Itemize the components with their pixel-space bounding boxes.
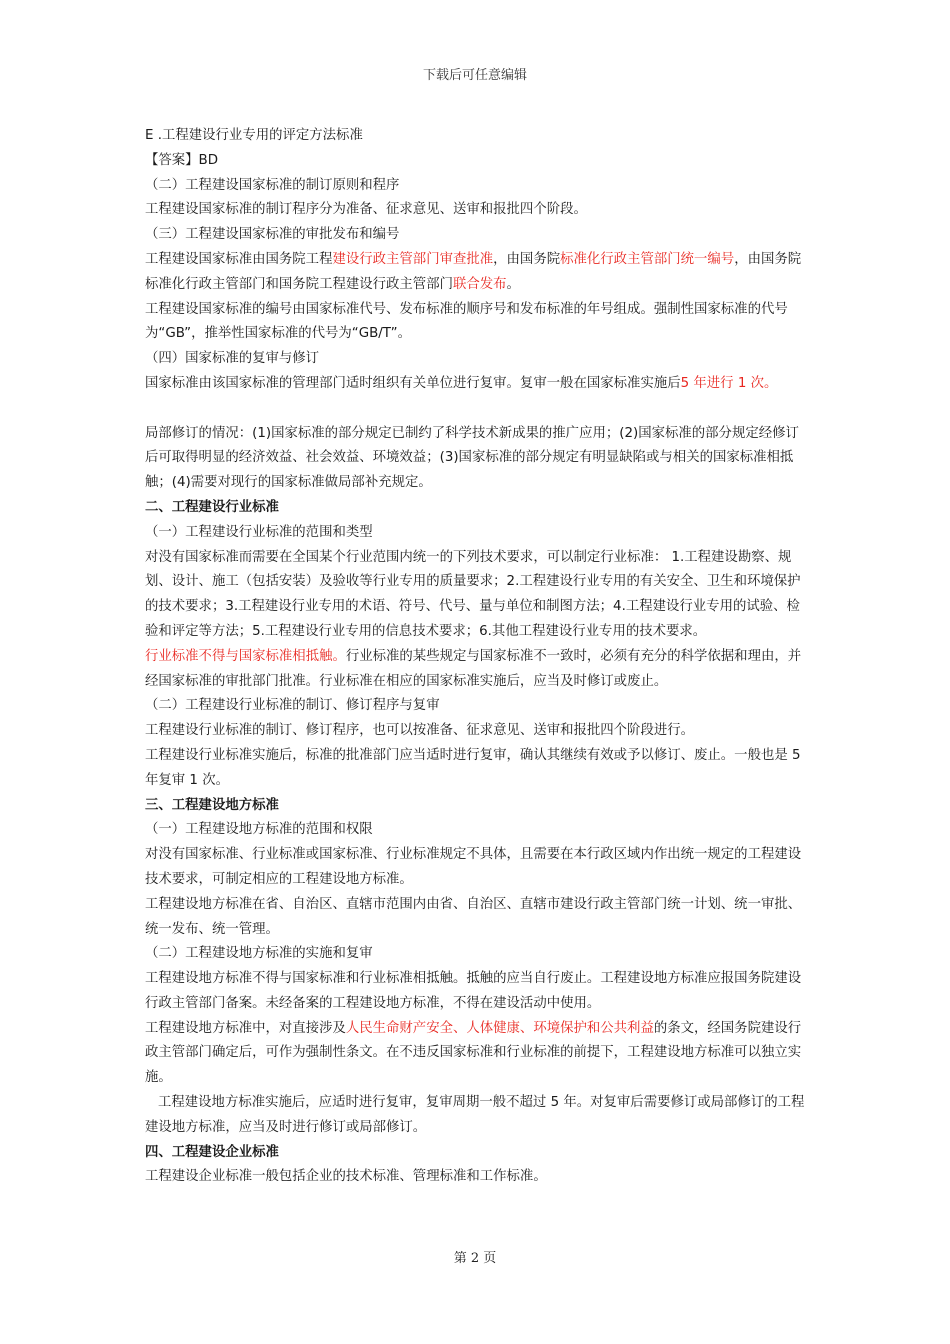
page-number: 第 2 页 (453, 1251, 497, 1266)
paragraph: 对没有国家标准、行业标准或国家标准、行业标准规定不具体，且需要在本行政区域内作出统一规定的工程建设技术要求，可制定相应的工程建设地方标准。 (145, 847, 802, 887)
page-header: 下载后可任意编辑 (422, 68, 527, 83)
paragraph-local-mandatory: 工程建设地方标准中，对直接涉及人民生命财产安全、人体健康、环境保护和公共利益的条文，经国务院建设行政主管部门确定后，可作为强制性条文。在不违反国家标准和行业标准的前提下，工程建设地方标准可以独立实施。 (145, 1020, 802, 1086)
paragraph: 工程建设地方标准实施后，应适时进行复审，复审周期一般不超过 5 年。对复审后需要修订或局部修订的工程建设地方标准，应当及时进行修订或局部修订。 (145, 1095, 805, 1135)
subheading-industry-scope: （一）工程建设行业标准的范围和类型 (145, 524, 373, 540)
highlight-text: 建设行政主管部门审查批准 (332, 251, 494, 267)
paragraph: 工程建设国家标准的编号由国家标准代号、发布标准的顺序号和发布标准的年号组成。强制性国家标准的代号为“GB”，推举性国家标准的代号为“GB/T”。 (145, 301, 788, 342)
subheading-local-scope: （一）工程建设地方标准的范围和权限 (145, 822, 373, 838)
paragraph: 工程建设企业标准一般包括企业的技术标准、管理标准和工作标准。 (145, 1169, 547, 1185)
paragraph: 工程建设地方标准在省、自治区、直辖市范围内由省、自治区、直辖市建设行政主管部门统一计划、统一审批、统一发布、统一管理。 (145, 896, 802, 937)
subheading-national-approval: （三）工程建设国家标准的审批发布和编号 (145, 227, 400, 243)
highlight-text: 联合发布 (452, 276, 507, 292)
paragraph: 工程建设行业标准实施后，标准的批准部门应当适时进行复审，确认其继续有效或予以修订、废止。一般也是 5 年复审 1 次。 (145, 747, 801, 788)
paragraph: 对没有国家标准而需要在全国某个行业范围内统一的下列技术要求，可以制定行业标准： 1.工程建设勘察、规划、设计、施工（包括安装）及验收等行业专用的质量要求；2.工程建设行业专用的有关安全、卫生和环境保护的技术要求；3.工程建设行业专用的术语、符号、代号、量与单位和制图方法；4.工程建设行业专用的试验、检验和评定等方法；5.工程建设行业专用的信息技术要求；6.其他工程建设行业专用的技术要求。 (145, 549, 801, 639)
subheading-industry-procedure: （二）工程建设行业标准的制订、修订程序与复审 (145, 698, 440, 714)
subheading-local-review: （二）工程建设地方标准的实施和复审 (145, 946, 373, 962)
option-e: E .工程建设行业专用的评定方法标准 (145, 128, 363, 143)
section-heading-local: 三、工程建设地方标准 (145, 797, 279, 813)
paragraph: 工程建设行业标准的制订、修订程序，也可以按准备、征求意见、送审和报批四个阶段进行。 (145, 723, 695, 739)
highlight-text: 行业标准不得与国家标准相抵触。 (145, 648, 346, 664)
paragraph: 工程建设地方标准不得与国家标准和行业标准相抵触。抵触的应当自行废止。工程建设地方标准应报国务院建设行政主管部门备案。未经备案的工程建设地方标准，不得在建设活动中使用。 (145, 971, 802, 1011)
paragraph-industry-conflict: 行业标准不得与国家标准相抵触。行业标准的某些规定与国家标准不一致时，必须有充分的科学依据和理由，并经国家标准的审批部门批准。行业标准在相应的国家标准实施后，应当及时修订或废止。 (145, 648, 802, 689)
paragraph: 工程建设国家标准的制订程序分为准备、征求意见、送审和报批四个阶段。 (145, 202, 587, 218)
document-body (145, 124, 810, 1190)
highlight-text: 标准化行政主管部门统一编号 (560, 251, 735, 267)
subheading-national-principles: （二）工程建设国家标准的制订原则和程序 (145, 177, 400, 193)
highlight-text: 人民生命财产安全、人体健康、环境保护和公共利益 (345, 1020, 654, 1036)
blank-line (145, 397, 810, 422)
paragraph-review: 国家标准由该国家标准的管理部门适时组织有关单位进行复审。复审一般在国家标准实施后5 年进行 1 次。 (145, 375, 778, 391)
paragraph-approval: 工程建设国家标准由国务院工程建设行政主管部门审查批准，由国务院标准化行政主管部门统一编号，由国务院标准化行政主管部门和国务院工程建设行政主管部门联合发布。 (145, 251, 802, 292)
section-heading-enterprise: 四、工程建设企业标准 (145, 1144, 279, 1160)
section-heading-industry: 二、工程建设行业标准 (145, 499, 279, 515)
paragraph: 局部修订的情况：(1)国家标准的部分规定已制约了科学技术新成果的推广应用；(2)国家标准的部分规定经修订后可取得明显的经济效益、社会效益、环境效益；(3)国家标准的部分规定有明显缺陷或与相关的国家标准相抵触；(4)需要对现行的国家标准做局部补充规定。 (145, 425, 799, 491)
answer-line: 【答案】BD (145, 152, 219, 168)
highlight-text: 5 年进行 1 次。 (680, 375, 778, 391)
subheading-national-review: （四）国家标准的复审与修订 (145, 351, 320, 367)
